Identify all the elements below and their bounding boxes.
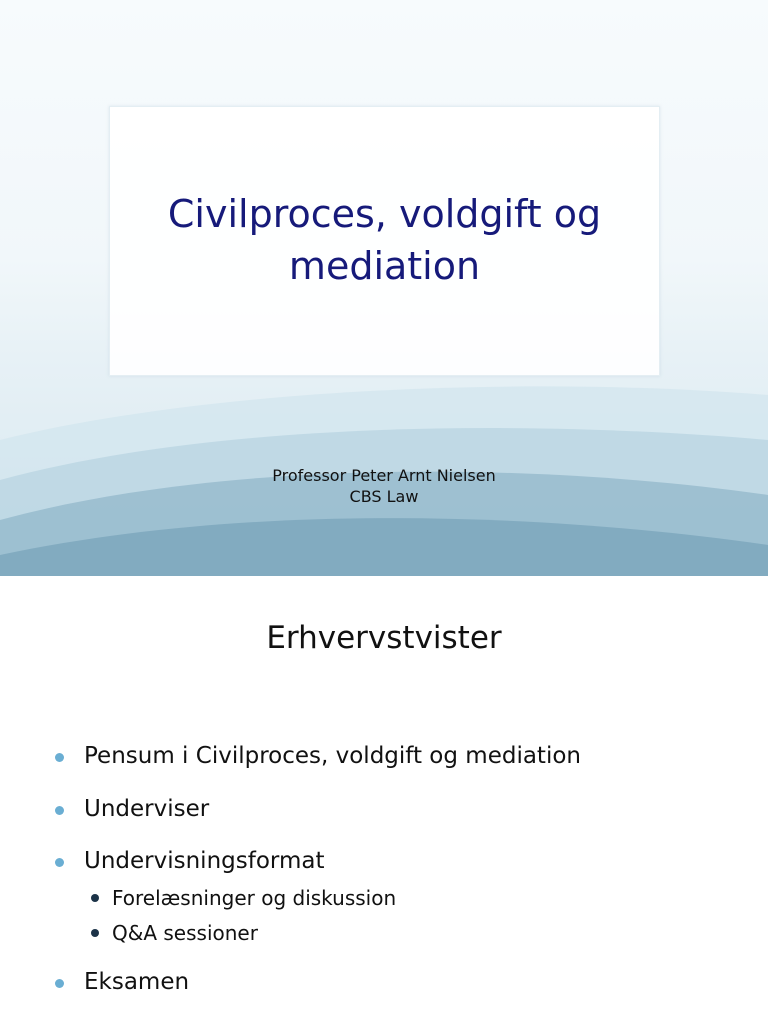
bullet-item: Undervisningsformat xyxy=(84,848,325,874)
bullet-item: Eksamen xyxy=(84,969,190,995)
presenter-affiliation: CBS Law xyxy=(349,487,419,506)
presenter-name: Professor Peter Arnt Nielsen xyxy=(272,466,496,485)
content-slide-title: Erhvervstvister xyxy=(266,620,502,656)
sub-bullet-item: Forelæsninger og diskussion xyxy=(112,886,397,910)
bullet-item: Pensum i Civilproces, voldgift og mediation xyxy=(84,743,581,769)
bullet-item: Underviser xyxy=(84,796,210,822)
presenter-block xyxy=(0,465,768,507)
sub-bullet-item: Q&A sessioner xyxy=(112,921,258,945)
slide-title: Civilproces, voldgift og mediation xyxy=(167,192,602,288)
bullet-list xyxy=(0,576,768,1024)
title-box xyxy=(109,106,660,376)
content-slide xyxy=(0,576,768,1024)
